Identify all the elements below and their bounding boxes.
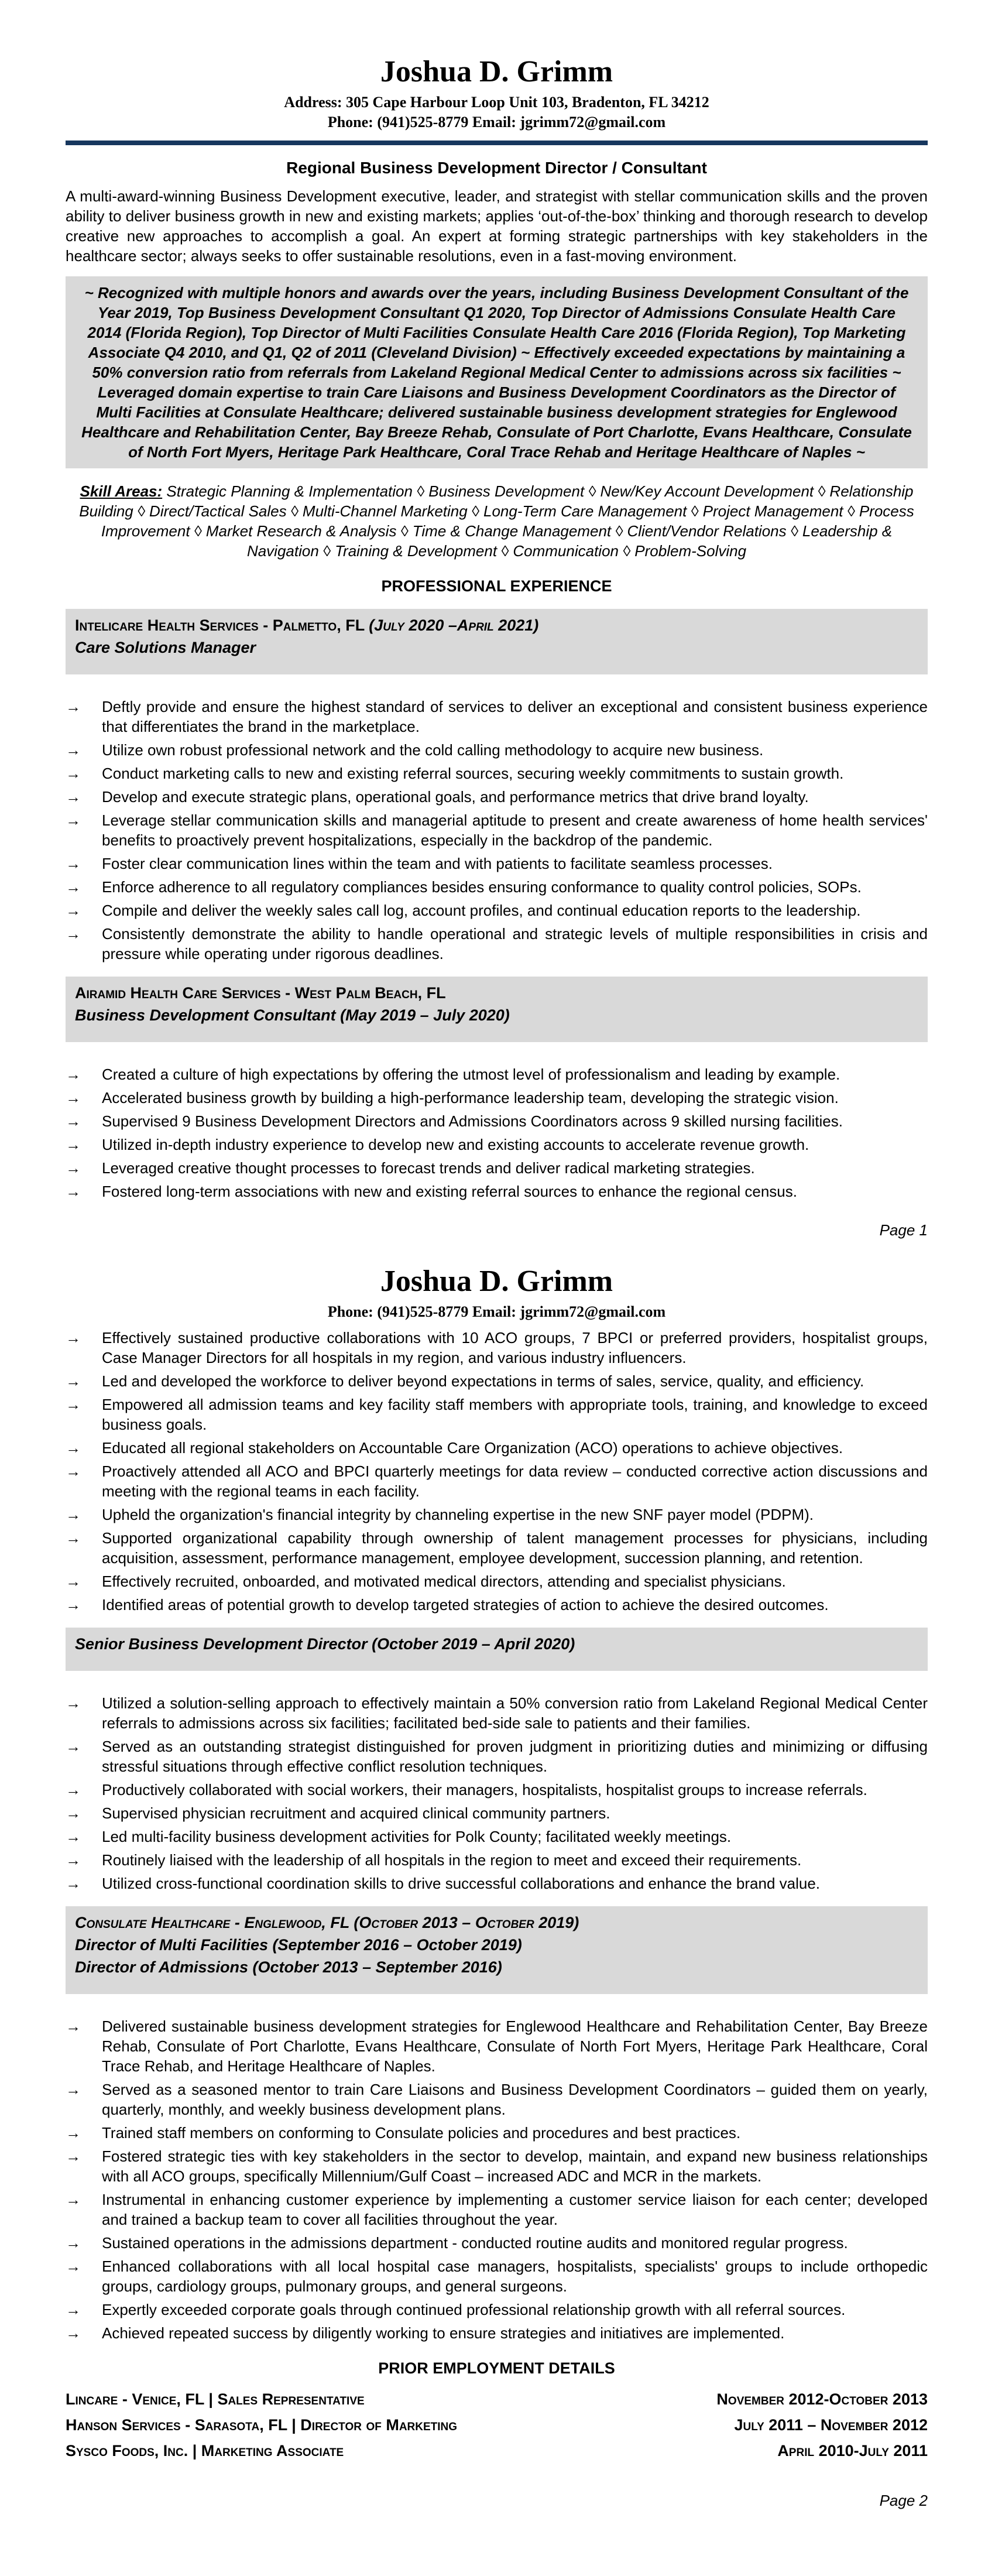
- prior-employment-heading: PRIOR EMPLOYMENT DETAILS: [378, 2359, 615, 2378]
- bullet-item: [66, 2123, 928, 2143]
- bullet-text: Trained staff members on conforming to Consulate policies and procedures and best practices.: [102, 2124, 741, 2142]
- bullet-item: [66, 1064, 928, 1084]
- bullet-list-consulate: [66, 2016, 928, 2343]
- bullet-text: Fostered strategic ties with key stakeholders in the sector to develop, maintain, and expand new business relationships with all ACO groups, specifically Millennium/Gulf Coast – increased ADC and MCR in the markets.: [102, 2147, 928, 2186]
- arrow-bullet-icon: →: [66, 1183, 81, 1201]
- prior-position: Hanson Services - Sarasota, FL | Director of Marketing: [66, 2416, 458, 2434]
- bullet-item: [66, 1371, 928, 1391]
- bullet-text: Expertly exceeded corporate goals through continued professional relationship growth with all referral sources.: [102, 2301, 846, 2319]
- arrow-bullet-icon: →: [66, 925, 81, 943]
- bullet-text: Deftly provide and ensure the highest standard of services to deliver an exceptional and consistent business experience that differentiates the brand in the marketplace.: [102, 698, 928, 736]
- bullet-item: [66, 1181, 928, 1201]
- bullet-text: Accelerated business growth by building a high-performance leadership team, developing the strategic vision.: [102, 1089, 839, 1107]
- bullet-item: [66, 1571, 928, 1591]
- prior-dates: April 2010-July 2011: [777, 2442, 928, 2460]
- arrow-bullet-icon: →: [66, 765, 81, 783]
- arrow-bullet-icon: →: [66, 1136, 81, 1154]
- resume-page-2: [66, 1265, 928, 2510]
- arrow-bullet-icon: →: [66, 1439, 81, 1457]
- bullet-item: [66, 2323, 928, 2343]
- bullet-item: [66, 1158, 928, 1178]
- bullet-item: [66, 1595, 928, 1615]
- bullet-text: Enforce adherence to all regulatory compliances besides ensuring conformance to quality control policies, SOPs.: [102, 878, 862, 896]
- arrow-bullet-icon: →: [66, 1372, 81, 1390]
- arrow-bullet-icon: →: [66, 788, 81, 806]
- bullet-text: Utilized a solution-selling approach to effectively maintain a 50% conversion ratio from Lakeland Regional Medical Center referrals to admissions across six facilities; facilitated bed-side sale to patients and their families.: [102, 1694, 928, 1732]
- bullet-text: Created a culture of high expectations by offering the utmost level of professionalism and leading by example.: [102, 1066, 840, 1084]
- arrow-bullet-icon: →: [66, 2017, 81, 2036]
- arrow-bullet-icon: →: [66, 2234, 81, 2252]
- bullet-item: [66, 787, 928, 807]
- arrow-bullet-icon: →: [66, 2147, 81, 2166]
- bullet-text: Productively collaborated with social workers, their managers, hospitalists, hospitalist groups to increase referrals.: [102, 1781, 867, 1799]
- bullet-text: Sustained operations in the admissions department - conducted routine audits and monitored regular progress.: [102, 2234, 848, 2252]
- arrow-bullet-icon: →: [66, 1506, 81, 1524]
- bullet-item: [66, 1438, 928, 1458]
- arrow-bullet-icon: →: [66, 1066, 81, 1084]
- prior-position: Sysco Foods, Inc. | Marketing Associate: [66, 2442, 344, 2460]
- prior-employment-row: [66, 2386, 928, 2412]
- bullet-text: Develop and execute strategic plans, operational goals, and performance metrics that drive brand loyalty.: [102, 788, 809, 806]
- arrow-bullet-icon: →: [66, 1738, 81, 1756]
- bullet-text: Educated all regional stakeholders on Accountable Care Organization (ACO) operations to achieve objectives.: [102, 1439, 843, 1457]
- bullet-list-airamid-continued: [66, 1328, 928, 1615]
- candidate-name: Joshua D. Grimm: [380, 1265, 613, 1299]
- bullet-item: [66, 810, 928, 850]
- arrow-bullet-icon: →: [66, 2324, 81, 2342]
- bullet-item: [66, 2256, 928, 2296]
- bullet-item: [66, 763, 928, 783]
- arrow-bullet-icon: →: [66, 741, 81, 759]
- bullet-text: Enhanced collaborations with all local hospital case managers, hospitalists, specialists' groups to include orthopedic groups, cardiology groups, pulmonary groups, and general surgeons.: [102, 2258, 928, 2296]
- bullet-text: Served as an outstanding strategist distinguished for proven judgment in prioritizing duties and minimizing or diffusing stressful situations through effective conflict resolution techniques.: [102, 1738, 928, 1776]
- bullet-item: [66, 900, 928, 920]
- bullet-text: Served as a seasoned mentor to train Care Liaisons and Business Development Coordinators – guided them on yearly, quarterly, monthly, and weekly business development plans.: [102, 2081, 928, 2119]
- bullet-text: Empowered all admission teams and key facility staff members with appropriate tools, training, and knowledge to exceed business goals.: [102, 1396, 928, 1434]
- company-name: Consulate Healthcare - Englewood, FL: [75, 1914, 349, 1932]
- address-line: Address: 305 Cape Harbour Loop Unit 103, Bradenton, FL 34212: [284, 94, 709, 111]
- bullet-item: [66, 1395, 928, 1434]
- bullet-item: [66, 2300, 928, 2320]
- arrow-bullet-icon: →: [66, 2191, 81, 2209]
- prior-dates: July 2011 – November 2012: [734, 2416, 928, 2434]
- bullet-text: Routinely liaised with the leadership of all hospitals in the region to meet and exceed their requirements.: [102, 1851, 802, 1869]
- arrow-bullet-icon: →: [66, 1529, 81, 1547]
- skill-areas-label: Skill Areas:: [80, 482, 163, 501]
- bullet-item: [66, 854, 928, 873]
- job-title: Senior Business Development Director (October 2019 – April 2020): [75, 1635, 575, 1653]
- bullet-item: [66, 1780, 928, 1800]
- bullet-text: Instrumental in enhancing customer experience by implementing a customer service liaison for each center; developed and trained a backup team to cover all facilities throughout the year.: [102, 2191, 928, 2229]
- bullet-text: Supported organizational capability through ownership of talent management processes for physicians, including acquisition, assessment, performance management, employee development, succession planning, and retention.: [102, 1529, 928, 1567]
- bullet-item: [66, 924, 928, 964]
- employment-dates: (October 2013 – October 2019): [354, 1914, 579, 1932]
- bullet-text: Utilized in-depth industry experience to develop new and existing accounts to accelerate revenue growth.: [102, 1136, 809, 1154]
- header-divider-rule: [66, 141, 928, 145]
- bullet-text: Consistently demonstrate the ability to handle operational and strategic levels of multiple responsibilities in crisis and pressure while operating under rigorous deadlines.: [102, 925, 928, 963]
- page-number-2: Page 2: [879, 2492, 928, 2510]
- arrow-bullet-icon: →: [66, 1875, 81, 1893]
- job-header-consulate: [66, 1906, 928, 1994]
- arrow-bullet-icon: →: [66, 2081, 81, 2099]
- arrow-bullet-icon: →: [66, 1781, 81, 1799]
- arrow-bullet-icon: →: [66, 811, 81, 830]
- bullet-item: [66, 697, 928, 737]
- arrow-bullet-icon: →: [66, 1694, 81, 1712]
- job-header-senior-bdd: [66, 1628, 928, 1671]
- arrow-bullet-icon: →: [66, 1112, 81, 1131]
- bullet-item: [66, 2233, 928, 2253]
- arrow-bullet-icon: →: [66, 1573, 81, 1591]
- bullet-text: Fostered long-term associations with new and existing referral sources to enhance the regional census.: [102, 1183, 797, 1201]
- prior-dates: November 2012-October 2013: [716, 2390, 928, 2409]
- bullet-text: Effectively recruited, onboarded, and motivated medical directors, attending and specialist physicians.: [102, 1573, 786, 1591]
- bullet-item: [66, 1135, 928, 1155]
- bullet-text: Utilize own robust professional network and the cold calling methodology to acquire new business.: [102, 741, 764, 759]
- bullet-text: Foster clear communication lines within the team and with patients to facilitate seamless processes.: [102, 855, 773, 873]
- skill-areas-list: Strategic Planning & Implementation ◊ Business Development ◊ New/Key Account Development ◊ Relationship Building ◊ Direct/Tactical Sales ◊ Multi-Channel Marketing ◊ Long-Term Care Management ◊ Project Management ◊ Process Improvement ◊ Market Research & Analysis ◊ Time & Change Management ◊ Client/Vendor Relations ◊ Leadership & Navigation ◊ Training & Development ◊ Communication ◊ Problem-Solving: [79, 482, 914, 560]
- job-header-intelicare: [66, 609, 928, 674]
- arrow-bullet-icon: →: [66, 855, 81, 873]
- bullet-item: [66, 1461, 928, 1501]
- job-header-airamid: [66, 977, 928, 1042]
- phone-email-line: Phone: (941)525-8779 Email: jgrimm72@gmail.com: [327, 114, 666, 131]
- bullet-text: Supervised physician recruitment and acquired clinical community partners.: [102, 1804, 610, 1823]
- bullet-item: [66, 1736, 928, 1776]
- skill-areas-paragraph: [66, 481, 928, 561]
- arrow-bullet-icon: →: [66, 1396, 81, 1414]
- bullet-item: [66, 1873, 928, 1893]
- bullet-item: [66, 1528, 928, 1568]
- arrow-bullet-icon: →: [66, 1329, 81, 1347]
- bullet-text: Compile and deliver the weekly sales call log, account profiles, and continual education reports to the leadership.: [102, 902, 861, 920]
- page-number-1: Page 1: [879, 1221, 928, 1239]
- bullet-text: Leveraged creative thought processes to forecast trends and deliver radical marketing strategies.: [102, 1159, 755, 1177]
- arrow-bullet-icon: →: [66, 1828, 81, 1846]
- bullet-item: [66, 2146, 928, 2186]
- candidate-name: Joshua D. Grimm: [380, 55, 613, 88]
- arrow-bullet-icon: →: [66, 2258, 81, 2276]
- arrow-bullet-icon: →: [66, 1089, 81, 1107]
- bullet-text: Utilized cross-functional coordination skills to drive successful collaborations and enhance the brand value.: [102, 1875, 821, 1893]
- resume-page-1: [66, 55, 928, 1240]
- bullet-item: [66, 1328, 928, 1368]
- arrow-bullet-icon: →: [66, 1851, 81, 1869]
- bullet-list-airamid: [66, 1064, 928, 1201]
- bullet-item: [66, 1850, 928, 1870]
- summary-paragraph: A multi-award-winning Business Development executive, leader, and strategist with stellar communication skills and the proven ability to deliver business growth in new and existing markets; applies ‘out-of-the-box’ thinking and thorough research to develop creative new approaches to accomplish a goal. An expert at forming strategic partnerships with key stakeholders in the healthcare sector; always seeks to offer sustainable resolutions, even in a fast-moving environment.: [66, 187, 928, 265]
- job-title: Director of Admissions (October 2013 – September 2016): [75, 1958, 502, 1976]
- prior-position: Lincare - Venice, FL | Sales Representative: [66, 2390, 365, 2409]
- company-line: [75, 982, 918, 1004]
- bullet-text: Proactively attended all ACO and BPCI quarterly meetings for data review – conducted corrective action discussions and meeting with the regional teams in each facility.: [102, 1462, 928, 1501]
- prior-employment-list: [66, 2386, 928, 2464]
- bullet-item: [66, 1803, 928, 1823]
- bullet-text: Supervised 9 Business Development Directors and Admissions Coordinators across 9 skilled nursing facilities.: [102, 1112, 843, 1131]
- bullet-text: Achieved repeated success by diligently working to ensure strategies and initiatives are implemented.: [102, 2324, 785, 2342]
- bullet-text: Led and developed the workforce to deliver beyond expectations in terms of sales, service, quality, and efficiency.: [102, 1372, 864, 1390]
- arrow-bullet-icon: →: [66, 1462, 81, 1481]
- company-line: [75, 1912, 918, 1934]
- bullet-item: [66, 1693, 928, 1733]
- honors-awards-box: ~ Recognized with multiple honors and awards over the years, including Business Development Consultant of the Year 2019, Top Business Development Consultant Q1 2020, Top Director of Admissions Consulate Health Care 2014 (Florida Region), Top Director of Multi Facilities Consulate Health Care 2016 (Florida Region), Top Marketing Associate Q4 2010, and Q1, Q2 of 2011 (Cleveland Division) ~ Effectively exceeded expectations by maintaining a 50% conversion ratio from referrals from Lakeland Regional Medical Center to admissions across six facilities ~ Leveraged domain expertise to train Care Liaisons and Business Development Coordinators as the Director of Multi Facilities at Consulate Healthcare; delivered sustainable business development strategies for Englewood Healthcare and Rehabilitation Center, Bay Breeze Rehab, Consulate of Port Charlotte, Evans Healthcare, Consulate of North Fort Myers, Heritage Park Healthcare, Coral Trace Rehab and Heritage Healthcare of Naples ~: [66, 276, 928, 468]
- company-name: Intelicare Health Services - Palmetto, FL: [75, 616, 365, 635]
- bullet-item: [66, 740, 928, 760]
- company-line: [75, 614, 918, 636]
- bullet-list-intelicare: [66, 697, 928, 964]
- bullet-item: [66, 2190, 928, 2229]
- arrow-bullet-icon: →: [66, 902, 81, 920]
- phone-email-line: Phone: (941)525-8779 Email: jgrimm72@gmail.com: [327, 1303, 666, 1321]
- bullet-item: [66, 1088, 928, 1108]
- arrow-bullet-icon: →: [66, 1804, 81, 1823]
- company-name: Airamid Health Care Services - West Palm Beach, FL: [75, 984, 446, 1002]
- bullet-item: [66, 2080, 928, 2119]
- arrow-bullet-icon: →: [66, 878, 81, 896]
- professional-experience-heading: PROFESSIONAL EXPERIENCE: [381, 577, 612, 595]
- employment-dates: (July 2020 –April 2021): [369, 616, 539, 635]
- bullet-item: [66, 2016, 928, 2076]
- bullet-text: Led multi-facility business development activities for Polk County; facilitated weekly meetings.: [102, 1828, 732, 1846]
- bullet-item: [66, 877, 928, 897]
- arrow-bullet-icon: →: [66, 2301, 81, 2319]
- job-title: Care Solutions Manager: [75, 639, 256, 657]
- bullet-text: Leverage stellar communication skills and managerial aptitude to present and create awareness of home health services' benefits to proactively prevent hospitalizations, especially in the backdrop of the pandemic.: [102, 811, 928, 849]
- bullet-text: Upheld the organization's financial integrity by channeling expertise in the new SNF payer model (PDPM).: [102, 1506, 814, 1524]
- bullet-text: Conduct marketing calls to new and existing referral sources, securing weekly commitments to sustain growth.: [102, 765, 844, 783]
- bullet-list-senior-bdd: [66, 1693, 928, 1893]
- arrow-bullet-icon: →: [66, 1159, 81, 1177]
- bullet-item: [66, 1827, 928, 1847]
- bullet-text: Identified areas of potential growth to develop targeted strategies of action to achieve the desired outcomes.: [102, 1596, 829, 1614]
- arrow-bullet-icon: →: [66, 2124, 81, 2142]
- job-title: Director of Multi Facilities (September 2016 – October 2019): [75, 1936, 522, 1954]
- bullet-text: Effectively sustained productive collaborations with 10 ACO groups, 7 BPCI or preferred providers, hospitalist groups, Case Manager Directors for all hospitals in my region, and various industry influencers.: [102, 1329, 928, 1367]
- bullet-text: Delivered sustainable business development strategies for Englewood Healthcare and Rehabilitation Center, Bay Breeze Rehab, Consulate of Port Charlotte, Evans Healthcare, Consulate of North Fort Myers, Heritage Park Healthcare, Coral Trace Rehab, and Heritage Healthcare of Naples.: [102, 2017, 928, 2075]
- arrow-bullet-icon: →: [66, 698, 81, 716]
- bullet-item: [66, 1505, 928, 1525]
- bullet-item: [66, 1111, 928, 1131]
- arrow-bullet-icon: →: [66, 1596, 81, 1614]
- job-title: Business Development Consultant (May 2019 – July 2020): [75, 1006, 510, 1025]
- prior-employment-row: [66, 2438, 928, 2464]
- professional-headline: Regional Business Development Director / Consultant: [286, 159, 707, 177]
- prior-employment-row: [66, 2412, 928, 2438]
